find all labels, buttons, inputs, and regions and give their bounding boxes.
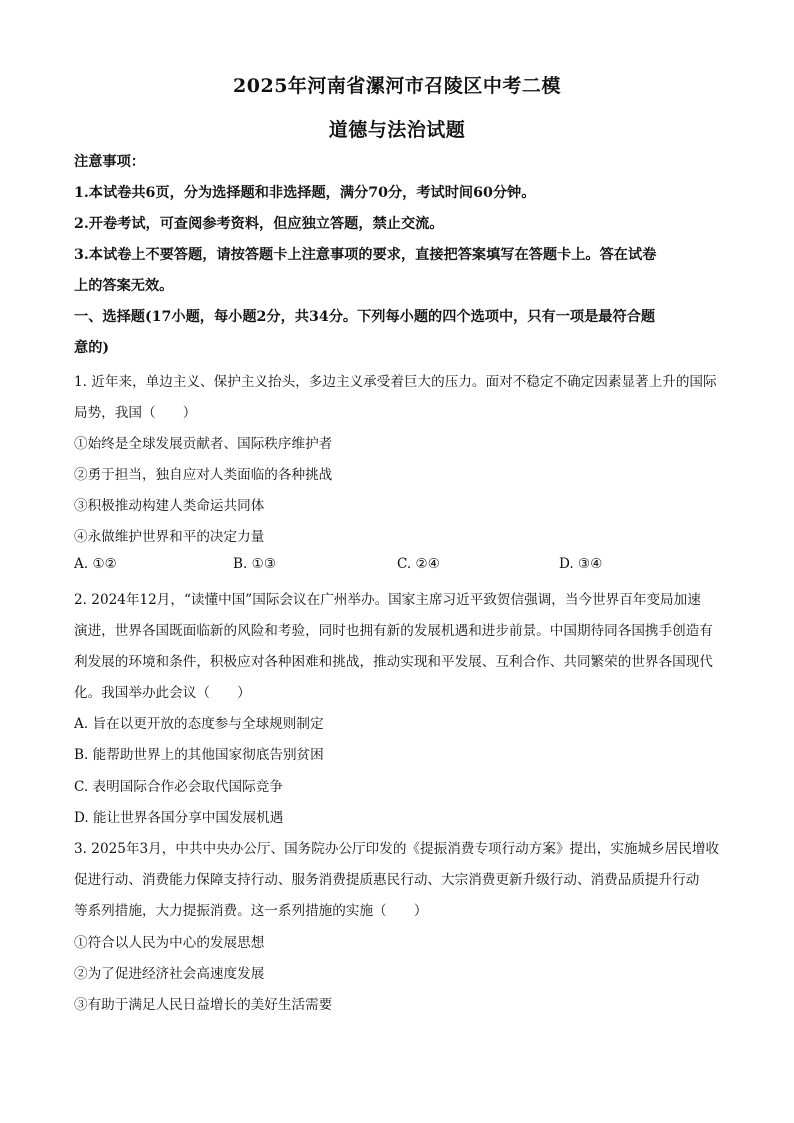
section-heading-cont: 意的) bbox=[74, 340, 110, 356]
notes-heading: 注意事项： bbox=[74, 154, 145, 170]
q1-option-a: A. ①② bbox=[74, 556, 117, 572]
q2-stem-line1: 2. 2024年12月，“读懂中国”国际会议在广州举办。国家主席习近平致贺信强调，当今世界百年变局加速 bbox=[74, 592, 701, 608]
q1-statement-3: ③积极推动构建人类命运共同体 bbox=[74, 498, 265, 514]
note-item-2: 2.开卷考试，可查阅参考资料，但应独立答题，禁止交流。 bbox=[74, 216, 444, 232]
q2-option-c: C. 表明国际合作必会取代国际竞争 bbox=[74, 779, 283, 795]
q3-statement-1: ①符合以人民为中心的发展思想 bbox=[74, 935, 265, 951]
q3-stem-line1: 3. 2025年3月，中共中央办公厅、国务院办公厅印发的《提振消费专项行动方案》提出，实施城乡居民增收 bbox=[74, 841, 720, 857]
exam-title: 2025年河南省漯河市召陵区中考二模 bbox=[233, 75, 561, 97]
q2-option-b: B. 能帮助世界上的其他国家彻底告别贫困 bbox=[74, 747, 324, 763]
q1-stem-line2: 局势，我国（ ） bbox=[74, 405, 197, 421]
q3-stem-line2: 促进行动、消费能力保障支持行动、服务消费提质惠民行动、大宗消费更新升级行动、消费品质提升行动 bbox=[74, 872, 700, 888]
q1-statement-1: ①始终是全球发展贡献者、国际秩序维护者 bbox=[74, 436, 333, 452]
q2-stem-line2: 演进，世界各国既面临新的风险和考验，同时也拥有新的发展机遇和进步前景。中国期待同各国携手创造有 bbox=[74, 623, 713, 639]
q1-statement-2: ②勇于担当，独自应对人类面临的各种挑战 bbox=[74, 467, 333, 483]
q1-option-b: B. ①③ bbox=[233, 556, 277, 572]
section-heading: 一、选择题(17小题，每小题2分，共34分。下列每小题的四个选项中，只有一项是最符合题 bbox=[74, 309, 656, 325]
q2-stem-line4: 化。我国举办此会议（ ） bbox=[74, 685, 251, 701]
q3-statement-2: ②为了促进经济社会高速度发展 bbox=[74, 966, 265, 982]
note-item-1: 1.本试卷共6页，分为选择题和非选择题，满分70分，考试时间60分钟。 bbox=[74, 185, 536, 201]
note-item-3-cont: 上的答案无效。 bbox=[74, 278, 174, 294]
q3-stem-line3: 等系列措施，大力提振消费。这一系列措施的实施（ ） bbox=[74, 903, 428, 919]
q1-option-c: C. ②④ bbox=[397, 556, 440, 572]
q2-option-a: A. 旨在以更开放的态度参与全球规则制定 bbox=[74, 716, 324, 732]
note-item-3: 3.本试卷上不要答题，请按答题卡上注意事项的要求，直接把答案填写在答题卡上。答在试卷 bbox=[74, 247, 657, 263]
q1-option-d: D. ③④ bbox=[559, 556, 603, 572]
q3-statement-3: ③有助于满足人民日益增长的美好生活需要 bbox=[74, 997, 333, 1013]
q1-statement-4: ④永做维护世界和平的决定力量 bbox=[74, 529, 265, 545]
q2-stem-line3: 利发展的环境和条件，积极应对各种困难和挑战，推动实现和平发展、互利合作、共同繁荣的世界各国现代 bbox=[74, 654, 713, 670]
q2-option-d: D. 能让世界各国分享中国发展机遇 bbox=[74, 810, 284, 826]
exam-subtitle: 道德与法治试题 bbox=[328, 119, 466, 141]
q1-stem-line1: 1. 近年来，单边主义、保护主义抬头，多边主义承受着巨大的压力。面对不稳定不确定因素显著上升的国际 bbox=[74, 374, 717, 390]
